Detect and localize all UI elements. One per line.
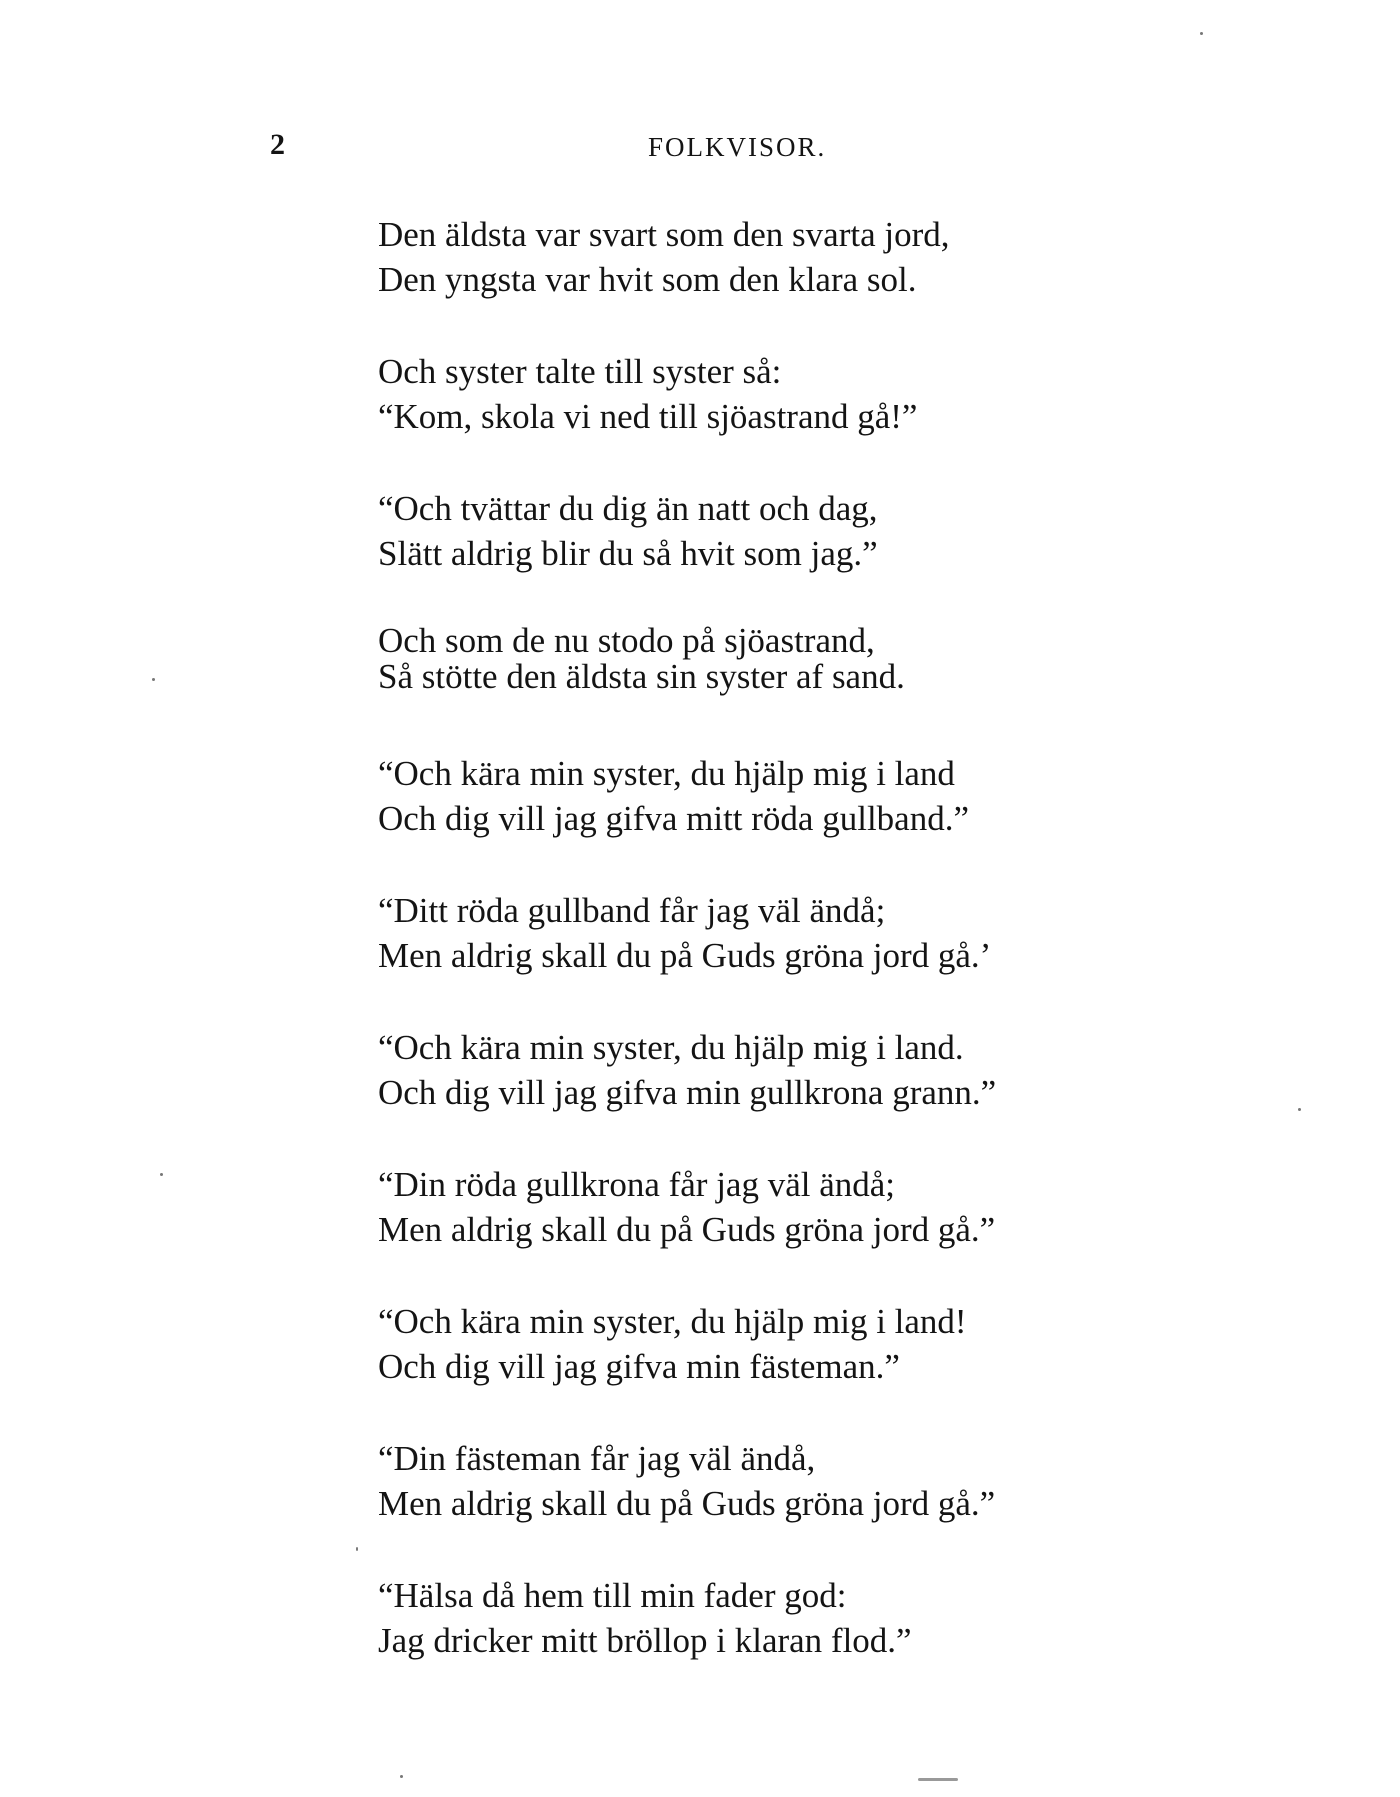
verse-line: Och dig vill jag gifva mitt röda gullband.” <box>378 799 969 838</box>
verse-line: Den yngsta var hvit som den klara sol. <box>378 260 917 299</box>
verse-line: Men aldrig skall du på Guds gröna jord gå.’ <box>378 936 992 975</box>
stanza <box>378 1162 1238 1252</box>
scan-speck <box>918 1778 958 1781</box>
stanza <box>378 1299 1238 1389</box>
verse-line: Jag dricker mitt bröllop i klaran flod.” <box>378 1621 912 1660</box>
running-title: FOLKVISOR. <box>648 132 827 162</box>
stanza <box>378 349 1238 439</box>
verse-line: Och syster talte till syster så: <box>378 352 782 391</box>
verse-line: “Och kära min syster, du hjälp mig i land! <box>378 1302 967 1341</box>
verse-line: Och dig vill jag gifva min gullkrona grann.” <box>378 1073 997 1112</box>
verse-line: Och dig vill jag gifva min fästeman.” <box>378 1347 900 1386</box>
verse-line: Den äldsta var svart som den svarta jord, <box>378 215 950 254</box>
scan-speck <box>1200 32 1203 35</box>
scan-speck <box>400 1775 403 1778</box>
page-number: 2 <box>270 128 285 161</box>
stanza <box>378 623 1238 695</box>
scan-speck <box>1298 1108 1301 1111</box>
verse-line: Och som de nu stodo på sjöastrand, <box>378 621 875 660</box>
verse-line: Slätt aldrig blir du så hvit som jag.” <box>378 534 878 573</box>
verse-line: “Och tvättar du dig än natt och dag, <box>378 489 878 528</box>
verse-line: “Och kära min syster, du hjälp mig i land. <box>378 1028 964 1067</box>
verse-line: “Din fästeman får jag väl ändå, <box>378 1439 816 1478</box>
verse-line: “Din röda gullkrona får jag väl ändå; <box>378 1165 896 1204</box>
scan-speck <box>356 1547 358 1551</box>
stanza <box>378 212 1238 302</box>
scan-speck <box>152 678 155 681</box>
stanza <box>378 1025 1238 1115</box>
stanza <box>378 751 1238 841</box>
scan-speck <box>160 1173 163 1176</box>
verse-line: “Och kära min syster, du hjälp mig i land <box>378 754 955 793</box>
verse-line: Men aldrig skall du på Guds gröna jord gå.” <box>378 1210 996 1249</box>
verse-line: Så stötte den äldsta sin syster af sand. <box>378 657 905 696</box>
stanza <box>378 1436 1238 1526</box>
poem-text <box>378 212 1238 1710</box>
stanza <box>378 1573 1238 1663</box>
verse-line: “Ditt röda gullband får jag väl ändå; <box>378 891 886 930</box>
verse-line: Men aldrig skall du på Guds gröna jord gå.” <box>378 1484 996 1523</box>
stanza <box>378 888 1238 978</box>
verse-line: “Hälsa då hem till min fader god: <box>378 1576 847 1615</box>
verse-line: “Kom, skola vi ned till sjöastrand gå!” <box>378 397 918 436</box>
stanza <box>378 486 1238 576</box>
